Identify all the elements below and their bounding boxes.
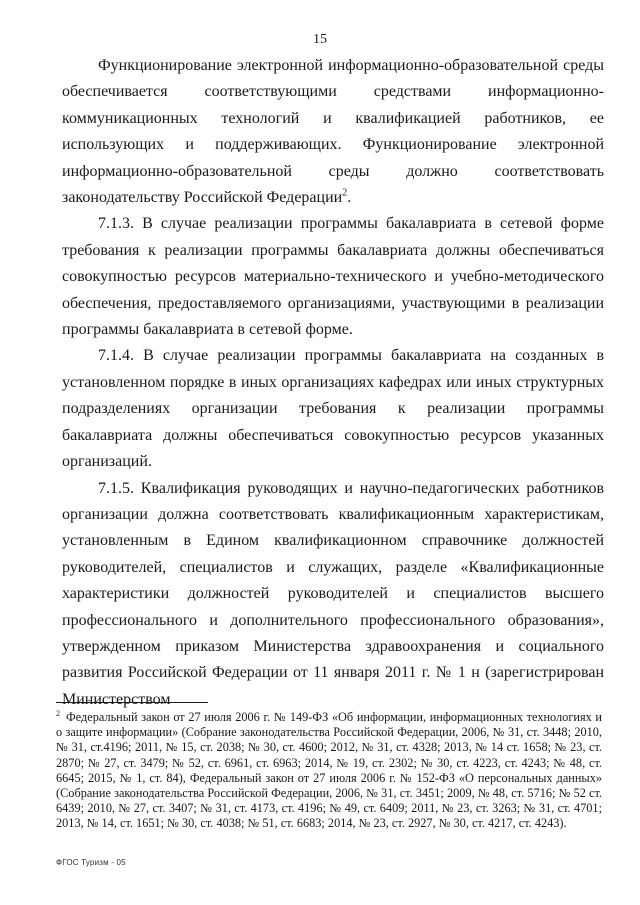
page-number: 15 [313,32,327,47]
paragraph-text: Функционирование электронной информационно-образовательной среды обеспечивается соответствующими средствами информационно-коммуникационных технологий и квалификацией работников, ее использующих и поддерживающих. Функционирование электронной информационно-образовательной среды должно соответствовать законодательству Российской Федерации [62,57,604,207]
footnote-text: Федеральный закон от 27 июля 2006 г. № 149-ФЗ «Об информации, информационных технологиях и о защите информации» (Собрание законодательства Российской Федерации, 2006, № 31, ст. 3448; 2010, № 31, ст.4196; 2011, № 15, ст. 2038; № 30, ст. 4600; 2012, № 31, ст. 4328; 2013, № 14 ст. 1658; № 23, ст. 2870; № 27, ст. 3479; № 52, ст. 6961, ст. 6963; 2014, № 19, ст. 2302; № 30, ст. 4223, ст. 4243; № 48, ст. 6645; 2015, № 1, ст. 84), Федеральный закон от 27 июля 2006 г. № 152-ФЗ «О персональных данных» (Собрание законодательства Российской Федерации, 2006, № 31, ст. 3451; 2009, № 48, ст. 5716; № 52 ст. 6439; 2010, № 27, ст. 3407; № 31, ст. 4173, ст. 4196; № 49, ст. 6409; 2011, № 23, ст. 3263; № 31, ст. 4701; 2013, № 14, ст. 1651; № 30, ст. 4038; № 51, ст. 6683; 2014, № 23, ст. 2927, № 30, ст. 4217, ст. 4243). [56,710,602,831]
footnote-marker: 2 [56,708,60,718]
footer-stamp: ФГОС Туризм - 05 [56,858,126,867]
footnote-divider [56,702,208,703]
paragraph-7-1-4: 7.1.4. В случае реализации программы бакалавриата на созданных в установленном порядке в иных организациях кафедрах или иных структурных подразделениях организации требования к реализации программы бакалавриата должны обеспечиваться совокупностью ресурсов указанных организаций. [62,347,604,471]
paragraph-end: . [347,189,352,207]
paragraph-7-1-3: 7.1.3. В случае реализации программы бакалавриата в сетевой форме требования к реализации программы бакалавриата должны обеспечиваться совокупностью ресурсов материально-технического и учебно-методического обеспечения, предоставляемого организациями, участвующими в реализации программы бакалавриата в сетевой форме. [62,215,604,339]
paragraph-esi-functioning [62,53,604,211]
footnote [56,710,602,832]
footnote-reference[interactable]: 2 [342,187,348,199]
main-text [62,53,604,713]
paragraph-7-1-5: 7.1.5. Квалификация руководящих и научно-педагогических работников организации должна соответствовать квалификационным характеристикам, установленным в Едином квалификационном справочнике должностей руководителей, специалистов и служащих, разделе «Квалификационные характеристики должностей руководителей и специалистов высшего профессионального и дополнительного профессионального образования», утвержденном приказом Министерства здравоохранения и социального развития Российской Федерации от 11 января 2011 г. № 1 н (зарегистрирован Министерством [62,479,604,708]
